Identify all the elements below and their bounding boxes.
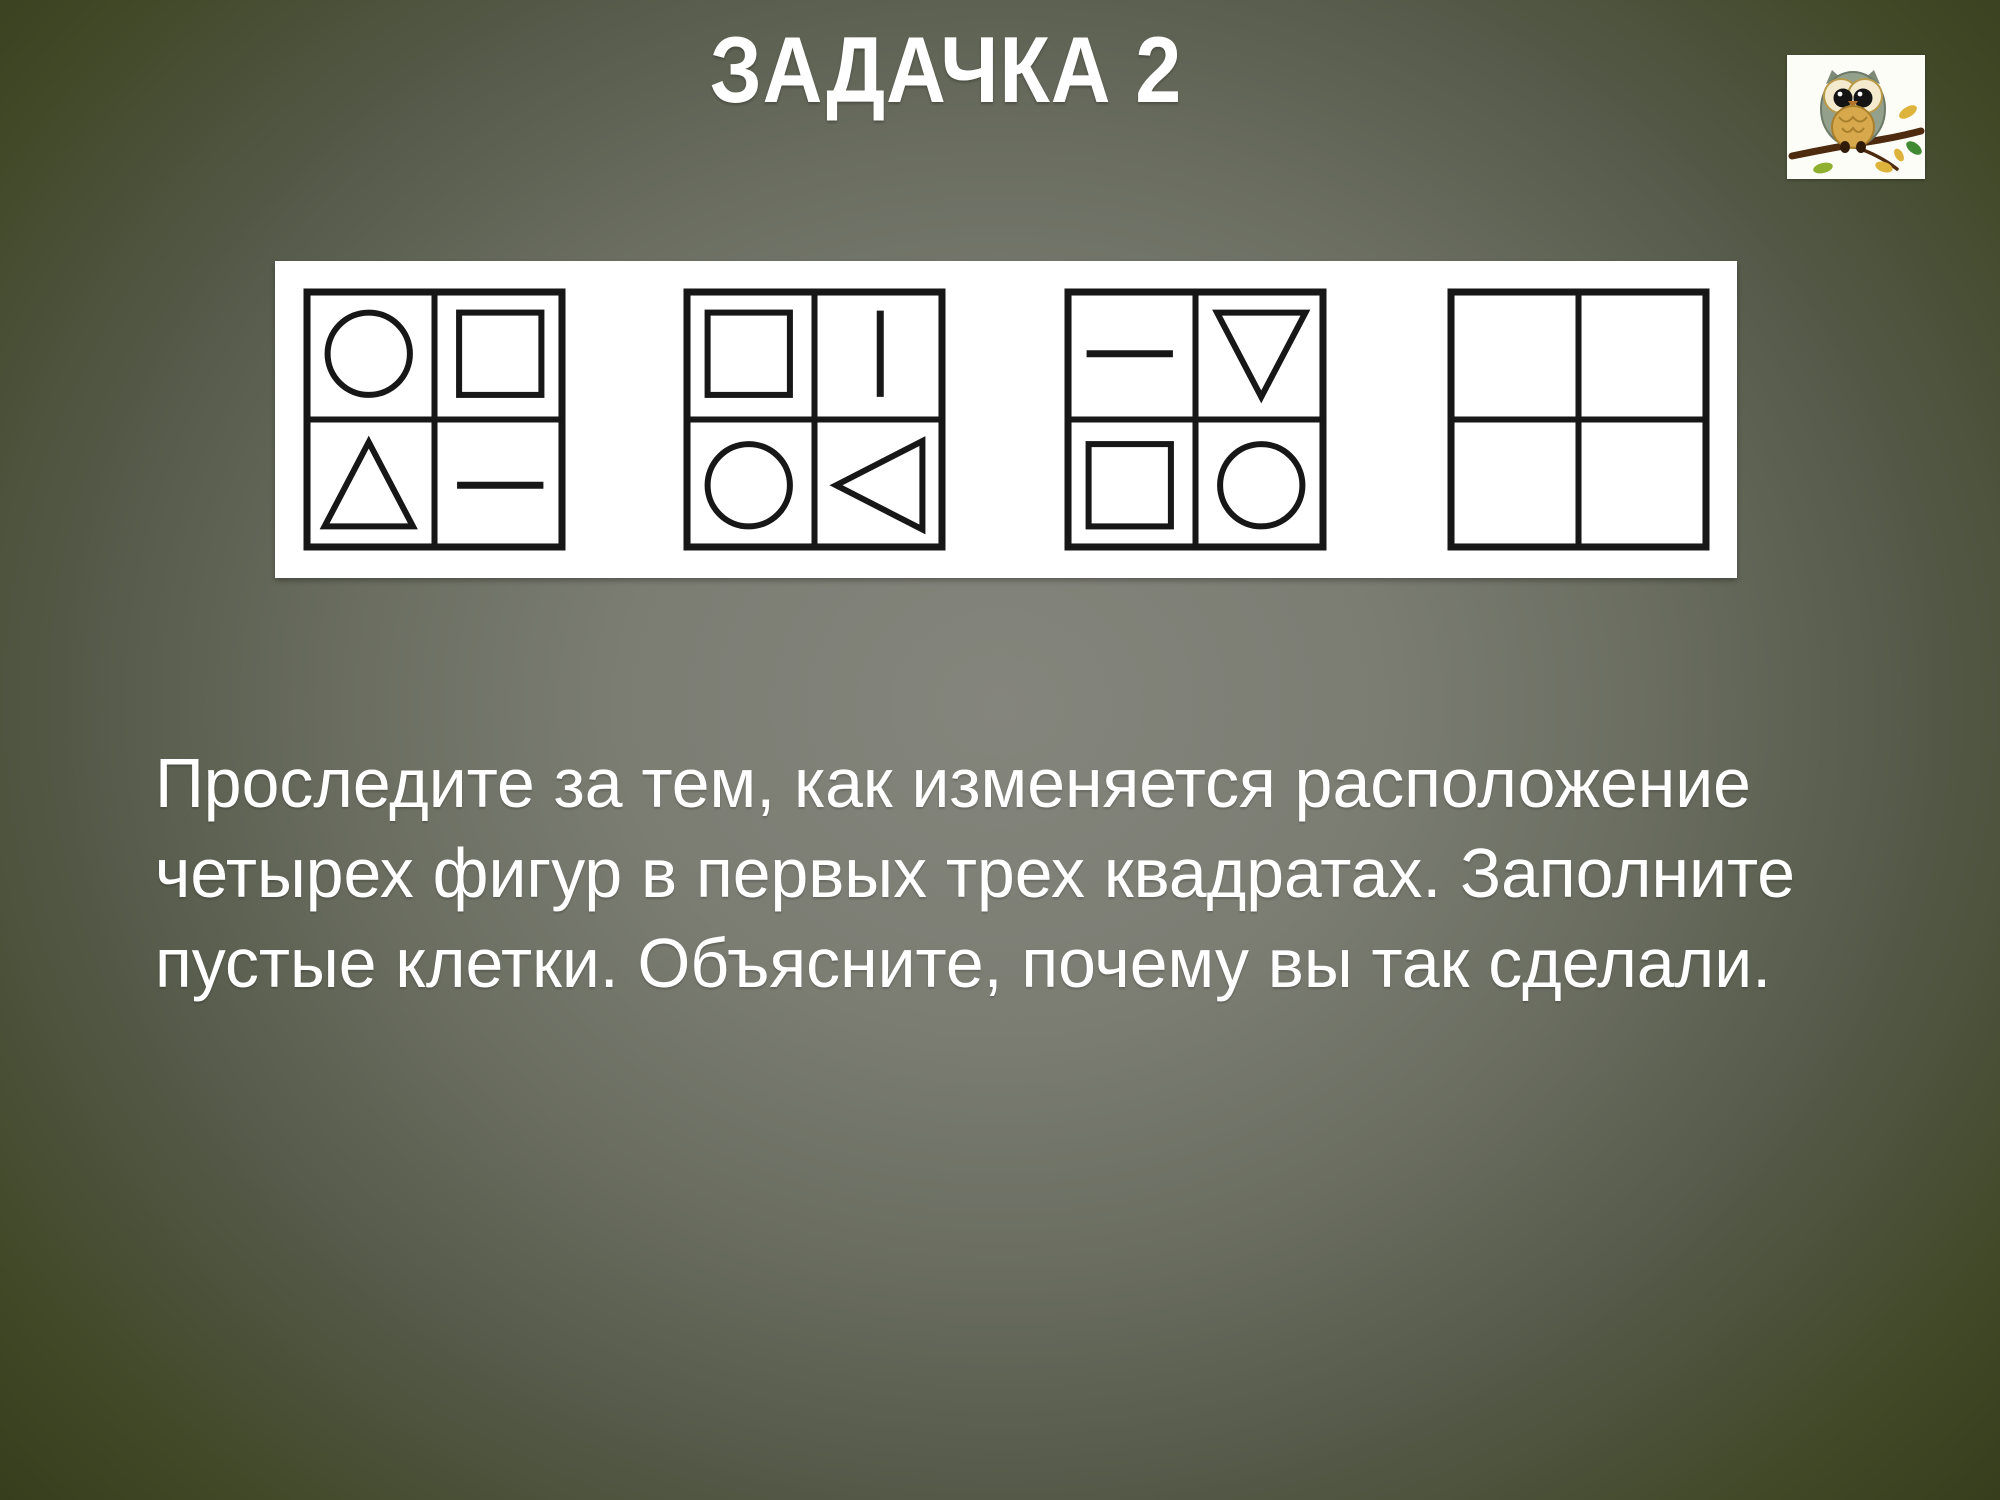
grid-cell-3 (325, 442, 413, 526)
circle-shape (328, 313, 410, 395)
grid-cell-2 (459, 313, 541, 395)
triangle-left-shape (836, 441, 922, 529)
square-shape (1089, 444, 1171, 526)
circle-shape (1220, 444, 1302, 526)
puzzle-grid-1-svg (303, 288, 566, 551)
grid-cell-1 (328, 313, 410, 395)
task-text-line-3: пустые клетки. Объясните, почему вы так сделали. (155, 924, 1772, 1002)
eye-glint (1858, 92, 1863, 97)
task-text-line-2: четырех фигур в первых трех квадратах. Заполните (155, 834, 1796, 912)
owl-foot (1856, 141, 1866, 153)
square-shape (708, 313, 790, 395)
owl-pupil (1854, 89, 1873, 108)
puzzle-grid-3 (1064, 288, 1327, 551)
owl-pupil (1834, 89, 1853, 108)
triangle-down-shape (1217, 313, 1305, 397)
puzzle-grid-4 (1447, 288, 1710, 551)
puzzle-grid-3-svg (1064, 288, 1327, 551)
puzzle-grid-2 (683, 288, 946, 551)
task-text (155, 738, 1901, 1008)
grid-cell-3 (708, 444, 790, 526)
eye-glint (1838, 92, 1843, 97)
grid-cell-3 (1089, 444, 1171, 526)
puzzle-grid-4-svg (1447, 288, 1710, 551)
task-text-line-1: Проследите за тем, как изменяется расположение (155, 744, 1751, 822)
puzzle-strip (275, 261, 1737, 578)
slide-title: ЗАДАЧКА 2 (709, 17, 1183, 122)
owl-on-branch-icon (1787, 55, 1925, 179)
puzzle-grid-1 (303, 288, 566, 551)
grid-cell-4 (1220, 444, 1302, 526)
owl-logo (1787, 55, 1925, 179)
triangle-up-shape (325, 442, 413, 526)
owl-foot (1840, 141, 1850, 153)
circle-shape (708, 444, 790, 526)
puzzle-grid-2-svg (683, 288, 946, 551)
grid-cell-2 (1217, 313, 1305, 397)
grid-cell-4 (836, 441, 922, 529)
grid-cell-1 (708, 313, 790, 395)
square-shape (459, 313, 541, 395)
